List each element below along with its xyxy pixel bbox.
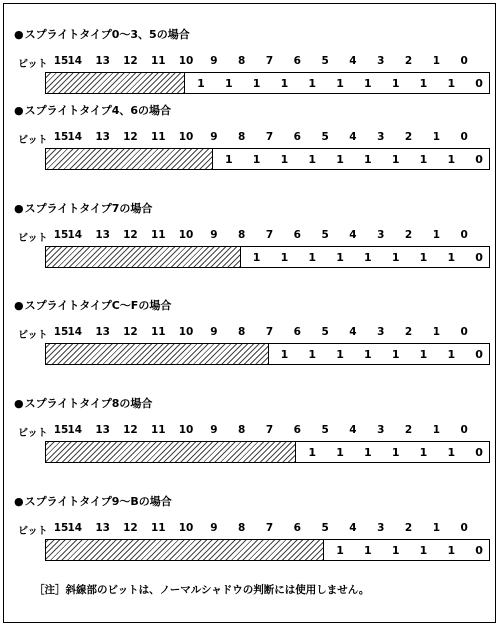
bit-value: 1 (419, 446, 428, 459)
bit-number: 11 (150, 55, 166, 67)
bit-number: 3 (377, 326, 385, 338)
bit-number: 12 (123, 424, 138, 436)
bit-number: 15 (53, 229, 69, 241)
bit-number: 2 (404, 55, 413, 67)
bit-number: 7 (265, 55, 274, 67)
bit-value: 1 (336, 251, 344, 264)
register-box (45, 246, 490, 268)
bit-value: 1 (252, 251, 261, 264)
bit-value: 1 (447, 77, 456, 90)
bit-value: 1 (252, 77, 261, 90)
bit-number: 7 (265, 229, 274, 241)
bit-label: ビット (18, 233, 48, 244)
bit-value: 1 (364, 251, 372, 264)
bit-number: 13 (95, 131, 110, 143)
bit-value: 0 (475, 544, 483, 557)
bit-number: 4 (349, 131, 357, 143)
bit-value: 1 (224, 153, 233, 166)
bit-number: 8 (238, 522, 246, 534)
bit-number: 15 (53, 326, 69, 338)
bit-value: 1 (447, 153, 456, 166)
bit-value: 1 (308, 251, 317, 264)
bit-number: 12 (123, 55, 138, 67)
bit-value: 1 (364, 77, 372, 90)
bit-number: 6 (293, 131, 301, 143)
bit-value: 1 (308, 77, 317, 90)
section-title (14, 200, 152, 216)
bit-number: 5 (321, 424, 329, 436)
bit-value: 1 (364, 544, 372, 557)
bit-number: 1 (432, 326, 441, 338)
register-box (45, 72, 490, 94)
bit-value: 0 (475, 251, 483, 264)
section-title-text: スプライトタイプ4、6の場合 (24, 104, 172, 117)
bit-number: 9 (210, 522, 218, 534)
register-box (45, 441, 490, 463)
bit-number: 3 (377, 522, 385, 534)
bit-number: 11 (150, 229, 166, 241)
bit-number: 10 (178, 131, 194, 143)
bit-number: 14 (67, 522, 83, 534)
bit-value: 1 (391, 348, 400, 361)
bit-number: 14 (67, 229, 83, 241)
hatched-region (46, 247, 241, 267)
bit-value: 1 (447, 348, 456, 361)
bit-number: 0 (460, 326, 468, 338)
bit-value: 1 (391, 77, 400, 90)
bit-number: 2 (404, 131, 413, 143)
bit-number: 5 (321, 229, 329, 241)
bullet-icon: ● (14, 104, 24, 117)
bit-number: 5 (321, 131, 329, 143)
bit-number: 13 (95, 424, 110, 436)
bit-value: 1 (419, 251, 428, 264)
bit-number: 13 (95, 55, 110, 67)
bit-value: 1 (308, 153, 317, 166)
bit-number: 8 (238, 424, 246, 436)
bit-number: 11 (150, 424, 166, 436)
bit-number: 4 (349, 424, 357, 436)
bit-number: 0 (460, 55, 468, 67)
bit-value: 1 (419, 348, 428, 361)
bit-value: 1 (280, 77, 289, 90)
section-title-text: スプライトタイプ7の場合 (24, 202, 153, 215)
bit-number: 2 (404, 229, 413, 241)
bit-number: 6 (293, 424, 301, 436)
bit-value: 1 (308, 446, 317, 459)
bit-number: 15 (53, 522, 69, 534)
bit-value: 1 (364, 153, 372, 166)
bit-value: 1 (336, 348, 344, 361)
bit-number: 14 (67, 326, 83, 338)
bit-number: 12 (123, 229, 138, 241)
bit-number: 1 (432, 424, 441, 436)
bit-number: 9 (210, 55, 218, 67)
section-title-text: スプライトタイプ0～3、5の場合 (24, 28, 190, 41)
bit-value: 1 (280, 251, 289, 264)
bit-value: 0 (475, 348, 483, 361)
bit-number: 8 (238, 326, 246, 338)
bit-number: 5 (321, 326, 329, 338)
bit-number: 9 (210, 229, 218, 241)
bit-value: 1 (447, 251, 456, 264)
bit-number: 4 (349, 522, 357, 534)
bit-value: 1 (364, 348, 372, 361)
bit-number: 9 (210, 424, 218, 436)
bit-number: 6 (293, 55, 301, 67)
section-title (14, 102, 171, 118)
bit-label: ビット (18, 428, 48, 439)
bit-number: 0 (460, 424, 468, 436)
bit-number: 4 (349, 326, 357, 338)
section-title-text: スプライトタイプC～Fの場合 (24, 299, 172, 312)
bullet-icon: ● (14, 202, 24, 215)
footnote: ［注］斜線部のビットは、ノーマルシャドウの判断には使用しません。 (34, 584, 370, 596)
section-title (14, 297, 171, 313)
bit-number: 13 (95, 326, 110, 338)
bit-value: 1 (419, 77, 428, 90)
bit-number: 3 (377, 55, 385, 67)
bit-number: 0 (460, 522, 468, 534)
bit-value: 0 (475, 153, 483, 166)
register-box (45, 343, 490, 365)
section-title (14, 26, 190, 42)
bit-number: 1 (432, 55, 441, 67)
bit-value: 1 (280, 348, 289, 361)
bit-value: 1 (391, 446, 400, 459)
bullet-icon: ● (14, 299, 24, 312)
bit-number: 15 (53, 55, 69, 67)
bit-number: 1 (432, 522, 441, 534)
bit-number: 14 (67, 424, 83, 436)
bit-number: 0 (460, 131, 468, 143)
bullet-icon: ● (14, 495, 24, 508)
bit-value: 1 (391, 544, 400, 557)
bit-number: 8 (238, 55, 246, 67)
bit-number: 15 (53, 131, 69, 143)
bit-number: 15 (53, 424, 69, 436)
bit-number: 10 (178, 522, 194, 534)
bit-value: 1 (197, 77, 205, 90)
bit-value: 1 (308, 348, 317, 361)
bit-number: 12 (123, 522, 138, 534)
hatched-region (46, 442, 296, 462)
bit-number: 7 (265, 131, 274, 143)
bit-value: 1 (280, 153, 289, 166)
bit-number: 5 (321, 55, 329, 67)
bit-number: 14 (67, 55, 83, 67)
bit-number: 13 (95, 522, 110, 534)
bit-number: 6 (293, 326, 301, 338)
bit-number: 3 (377, 131, 385, 143)
bit-number: 11 (150, 326, 166, 338)
bit-number: 12 (123, 326, 138, 338)
bit-number: 2 (404, 326, 413, 338)
bit-value: 1 (447, 446, 456, 459)
bit-number: 10 (178, 229, 194, 241)
bit-value: 1 (336, 77, 344, 90)
bit-number: 7 (265, 424, 274, 436)
section-title (14, 493, 172, 509)
bit-number: 5 (321, 522, 329, 534)
hatched-region (46, 540, 324, 560)
bullet-icon: ● (14, 28, 24, 41)
bit-number: 9 (210, 131, 218, 143)
bit-number: 6 (293, 229, 301, 241)
register-box (45, 539, 490, 561)
bit-label: ビット (18, 59, 48, 70)
hatched-region (46, 344, 269, 364)
bit-number: 1 (432, 229, 441, 241)
bit-number: 8 (238, 229, 246, 241)
bit-number: 11 (150, 522, 166, 534)
bit-number: 14 (67, 131, 83, 143)
bit-number: 11 (150, 131, 166, 143)
bit-number: 7 (265, 326, 274, 338)
bit-number: 1 (432, 131, 441, 143)
section-title-text: スプライトタイプ9～Bの場合 (24, 495, 172, 508)
bit-value: 1 (336, 153, 344, 166)
bit-number: 0 (460, 229, 468, 241)
bit-value: 1 (391, 251, 400, 264)
bit-number: 13 (95, 229, 110, 241)
bit-value: 1 (252, 153, 261, 166)
hatched-region (46, 149, 213, 169)
bit-value: 1 (336, 544, 344, 557)
bit-number: 2 (404, 424, 413, 436)
bit-number: 4 (349, 55, 357, 67)
bit-number: 8 (238, 131, 246, 143)
bit-value: 1 (224, 77, 233, 90)
bit-number: 9 (210, 326, 218, 338)
bit-value: 1 (391, 153, 400, 166)
bit-value: 1 (364, 446, 372, 459)
bit-number: 2 (404, 522, 413, 534)
bit-number: 7 (265, 522, 274, 534)
bit-value: 1 (336, 446, 344, 459)
bit-number: 6 (293, 522, 301, 534)
bit-number: 4 (349, 229, 357, 241)
bit-number: 10 (178, 326, 194, 338)
bit-label: ビット (18, 330, 48, 341)
bit-number: 3 (377, 229, 385, 241)
hatched-region (46, 73, 185, 93)
bit-number: 10 (178, 424, 194, 436)
section-title (14, 395, 152, 411)
register-box (45, 148, 490, 170)
bit-label: ビット (18, 526, 48, 537)
bit-number: 10 (178, 55, 194, 67)
bit-value: 0 (475, 446, 483, 459)
section-title-text: スプライトタイプ8の場合 (24, 397, 153, 410)
bit-number: 3 (377, 424, 385, 436)
bit-label: ビット (18, 135, 48, 146)
bit-value: 1 (419, 153, 428, 166)
bullet-icon: ● (14, 397, 24, 410)
bit-value: 1 (447, 544, 456, 557)
bit-value: 1 (419, 544, 428, 557)
bit-value: 0 (475, 77, 483, 90)
bit-number: 12 (123, 131, 138, 143)
